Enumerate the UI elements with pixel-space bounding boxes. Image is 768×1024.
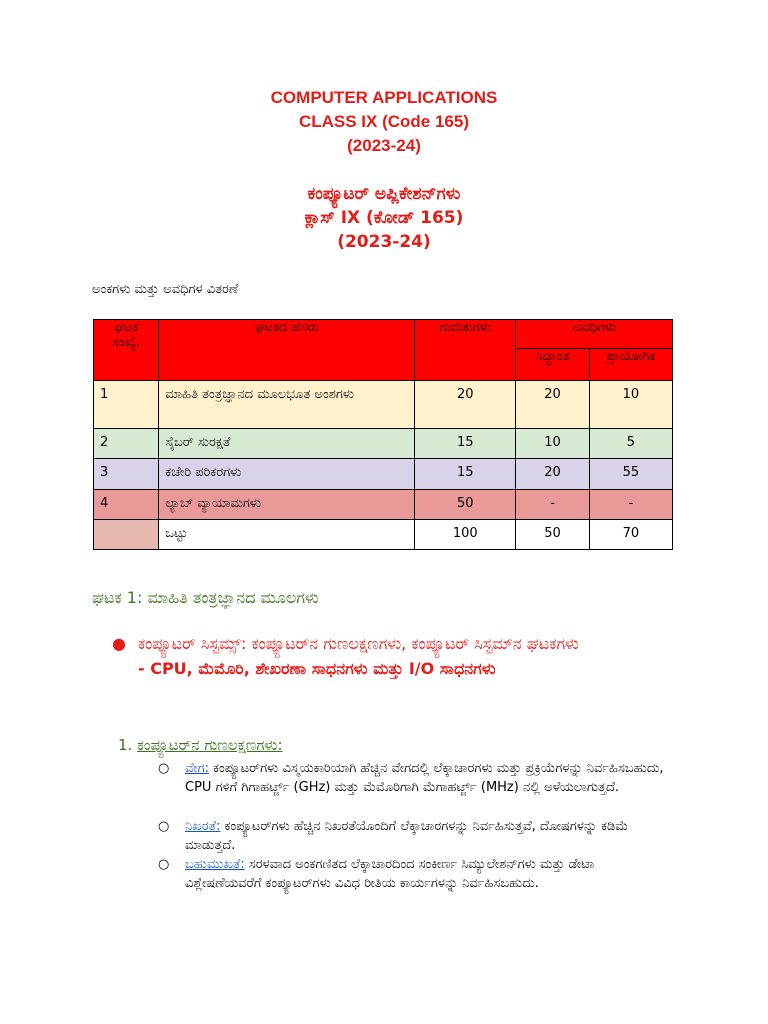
keyword-link[interactable]: ವೇಗ: <box>185 761 210 776</box>
kn-title-line-3: (2023-24) <box>337 232 431 252</box>
cell-unit-no: 1 <box>94 381 159 429</box>
cell-unit-no: 3 <box>94 459 159 490</box>
list-item-body <box>185 759 665 797</box>
keyword-link[interactable]: ನಿಖರತೆ: <box>185 819 221 834</box>
cell-unit-name: ಲ್ಯಾಬ್ ವ್ಯಾಯಾಮಗಳು <box>159 490 415 520</box>
distribution-subheading: ಅಂಕಗಳು ಮತ್ತು ಅವಧಿಗಳ ವಿತರಣೆ <box>92 282 239 297</box>
circle-bullet-icon: ○ <box>158 819 170 834</box>
table-row <box>94 459 673 490</box>
cell-unit-name: ಕಚೇರಿ ಪರಿಕರಗಳು <box>159 459 415 490</box>
cell-unit-name: ಸೈಬರ್ ಸುರಕ್ಷತೆ <box>159 429 415 459</box>
unit-title: ಮಾಹಿತಿ ತಂತ್ರಜ್ಞಾನದ ಮೂಲಗಳು <box>147 588 319 607</box>
cell-practical: 10 <box>589 381 672 429</box>
cell-unit-no: 4 <box>94 490 159 520</box>
cell-unit-name: ಮಾಹಿತಿ ತಂತ್ರಜ್ಞಾನದ ಮೂಲಭೂತ ಅಂಶಗಳು <box>159 381 415 429</box>
circle-bullet-icon: ○ <box>158 857 170 872</box>
header-unit-name: ಘಟಕದ ಹೆಸರು <box>159 320 415 381</box>
keyword-link[interactable]: ಬಹುಮುಖತೆ: <box>185 857 245 872</box>
list-item-body <box>185 855 665 893</box>
header-theory: ಸಿದ್ಧಾಂತ <box>516 349 589 381</box>
table-row-total <box>94 520 673 550</box>
cell-theory: 10 <box>516 429 589 459</box>
cell-total-marks: 100 <box>415 520 516 550</box>
cell-total-practical: 70 <box>589 520 672 550</box>
table-row <box>94 381 673 429</box>
cell-practical: - <box>589 490 672 520</box>
header-periods: ಅವಧಿಗಳು <box>516 320 673 349</box>
header-marks: ಗುರುತುಗಳು <box>415 320 516 381</box>
unit-1-heading <box>92 588 319 608</box>
list-item-text: ಕಂಪ್ಯೂಟರ್‌ಗಳು ಹೆಚ್ಚಿನ ನಿಖರತೆಯೊಂದಿಗೆ ಲೆಕ್ಕಾಚಾರಗಳನ್ನು ನಿರ್ವಹಿಸುತ್ತವೆ, ದೋಷಗಳನ್ನು ಕಡಿಮೆ ಮಾಡುತ್ತದೆ. <box>185 819 629 853</box>
cell-total-label: ಒಟ್ಟು <box>159 520 415 550</box>
title-line-2: CLASS IX (Code 165) <box>298 112 470 131</box>
table-header-row <box>94 320 673 349</box>
bullet-text-line-2: - CPU, ಮೆಮೊರಿ, ಶೇಖರಣಾ ಸಾಧನಗಳು ಮತ್ತು I/O ಸಾಧನಗಳು <box>138 659 496 678</box>
kn-title-line-1: ಕಂಪ್ಯೂಟರ್ ಅಪ್ಲಿಕೇಶನ್‌ಗಳು <box>307 184 461 204</box>
header-practical: ಪ್ರಾಯೋಗಿಕ <box>589 349 672 381</box>
cell-marks: 20 <box>415 381 516 429</box>
bullet-dot-icon: ● <box>112 634 126 653</box>
table-row <box>94 490 673 520</box>
marks-distribution-table <box>93 319 673 550</box>
section-1-heading <box>118 736 283 754</box>
header-unit-no: ಘಟಕ ಸಂಖ್ಯೆ. <box>94 320 159 381</box>
cell-practical: 55 <box>589 459 672 490</box>
cell-theory: - <box>516 490 589 520</box>
cell-total-theory: 50 <box>516 520 589 550</box>
title-line-3: (2023-24) <box>347 136 421 155</box>
cell-practical: 5 <box>589 429 672 459</box>
cell-theory: 20 <box>516 459 589 490</box>
bullet-text-line-1: ಕಂಪ್ಯೂಟರ್ ಸಿಸ್ಟಮ್ಸ್: ಕಂಪ್ಯೂಟರ್‌ನ ಗುಣಲಕ್ಷಣಗಳು, ಕಂಪ್ಯೂಟರ್ ಸಿಸ್ಟಮ್‌ನ ಘಟಕಗಳು <box>138 634 579 653</box>
bullet-text <box>138 631 698 681</box>
kannada-title <box>0 182 768 254</box>
title-line-1: COMPUTER APPLICATIONS <box>270 88 498 107</box>
cell-unit-no <box>94 520 159 550</box>
cell-theory: 20 <box>516 381 589 429</box>
section-number: 1. <box>118 736 133 754</box>
cell-marks: 15 <box>415 459 516 490</box>
unit-prefix: ಘಟಕ <box>92 588 122 607</box>
list-item-text: ಕಂಪ್ಯೂಟರ್‌ಗಳು ವಿಸ್ಮಯಕಾರಿಯಾಗಿ ಹೆಚ್ಚಿನ ವೇಗದಲ್ಲಿ ಲೆಕ್ಕಾಚಾರಗಳು ಮತ್ತು ಪ್ರಕ್ರಿಯೆಗಳನ್ನು ನಿರ್ವಹಿಸಬಹುದು, CPU ಗಳಿಗೆ ಗಿಗಾಹರ್ಟ್ಜ್ (GHz) ಮತ್ತು ಮೆಮೊರಿಗಾಗಿ ಮೆಗಾಹರ್ಟ್ಜ್ (MHz) ನಲ್ಲಿ ಅಳೆಯಲಾಗುತ್ತದೆ. <box>185 761 664 795</box>
table-row <box>94 429 673 459</box>
list-item-body <box>185 817 665 855</box>
list-item-text: ಸರಳವಾದ ಅಂಕಗಣಿತದ ಲೆಕ್ಕಾಚಾರದಿಂದ ಸಂಕೀರ್ಣ ಸಿಮ್ಯುಲೇಶನ್‌ಗಳು ಮತ್ತು ಡೇಟಾ ವಿಶ್ಲೇಷಣೆಯವರೆಗೆ ಕಂಪ್ಯೂಟರ್‌ಗಳು ವಿವಿಧ ರೀತಿಯ ಕಾರ್ಯಗಳನ್ನು ನಿರ್ವಹಿಸಬಹುದು. <box>185 857 595 891</box>
cell-marks: 50 <box>415 490 516 520</box>
kn-title-line-2: ಕ್ಲಾಸ್ IX (ಕೋಡ್ 165) <box>304 208 464 228</box>
unit-number: 1: <box>126 588 143 607</box>
english-title <box>0 86 768 158</box>
cell-unit-no: 2 <box>94 429 159 459</box>
circle-bullet-icon: ○ <box>158 761 170 776</box>
section-label: ಕಂಪ್ಯೂಟರ್‌ನ ಗುಣಲಕ್ಷಣಗಳು: <box>137 736 283 754</box>
cell-marks: 15 <box>415 429 516 459</box>
